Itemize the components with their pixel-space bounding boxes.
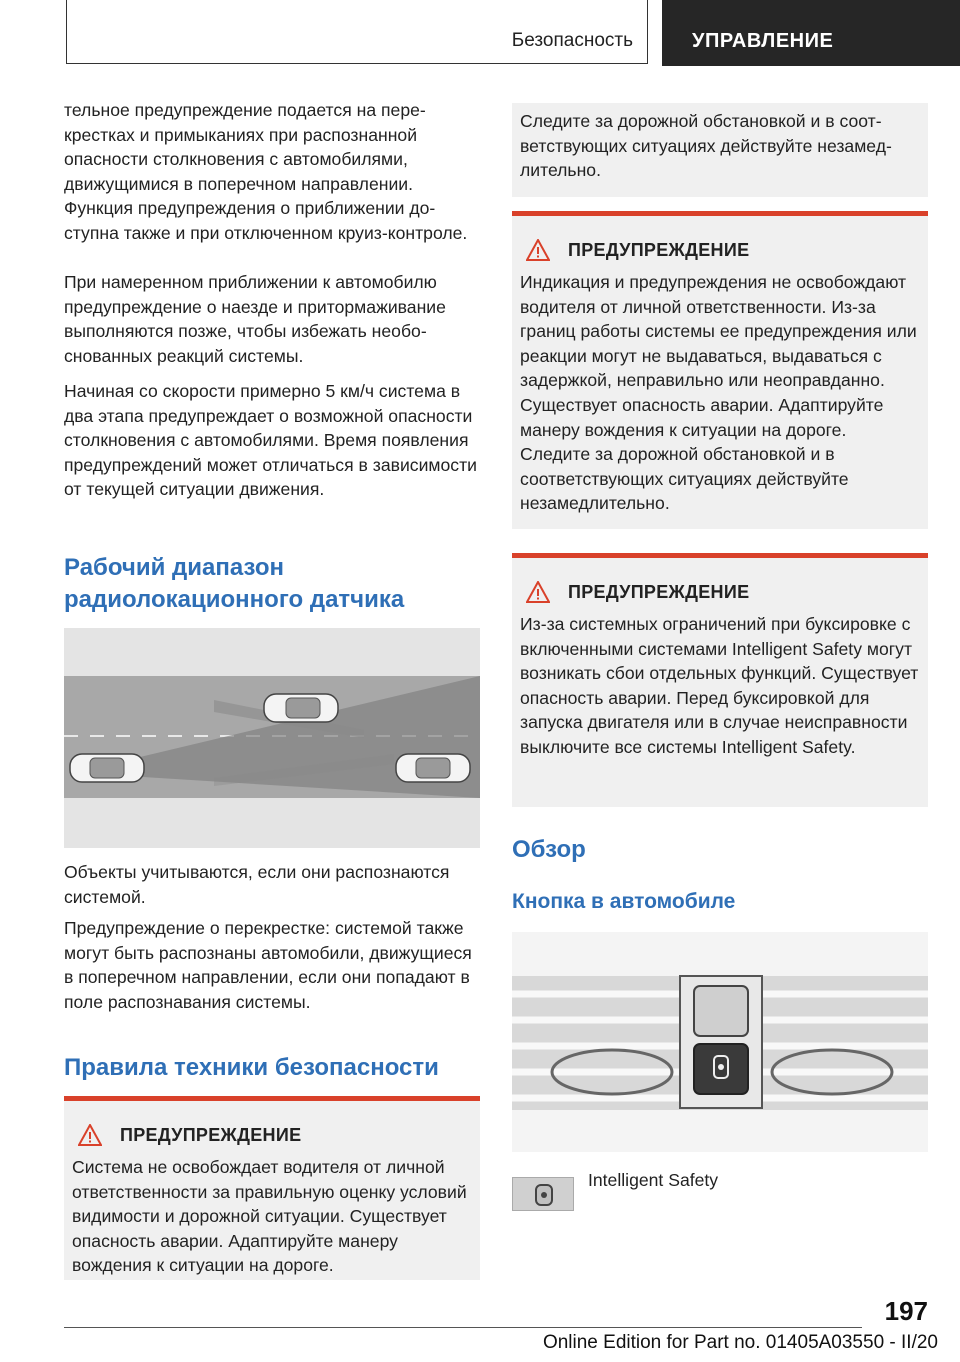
- button-photo: [512, 932, 928, 1152]
- radar-range-illustration: [64, 628, 480, 848]
- warning-title: ПРЕДУПРЕЖДЕНИЕ: [120, 1124, 302, 1145]
- warning-title: ПРЕДУПРЕЖДЕНИЕ: [568, 581, 750, 602]
- page-number: 197: [884, 1296, 928, 1326]
- footer-divider: [64, 1327, 862, 1328]
- paragraph: Функция предупреждения о приближении доступна также и при отключенном круиз-контроле.: [64, 198, 468, 243]
- figure-caption: Объекты учитываются, если они распознаются системой.: [64, 862, 450, 907]
- warning-text: Система не освобождает водителя от личной ответственности за правильную оценку условий видимости и дорожной ситуации. Существует опасность аварии. Адаптируйте манеру вождения к ситуации на дороге.: [72, 1157, 467, 1276]
- own-car-icon: [70, 754, 144, 782]
- section-heading-overview: Обзор: [512, 836, 586, 863]
- header-section-tab: [66, 0, 648, 64]
- subheading-button-in-car: Кнопка в автомобиле: [512, 890, 736, 913]
- header-chapter-tab: [662, 0, 960, 66]
- intelligent-safety-icon: [512, 1177, 574, 1211]
- warning-text: Из-за системных ограничений при буксировке с включенными системами Intelligent Safety могут возникать сбои отдельных функций. Существует опасность аварии. Перед буксировкой для запуска двигателя или в случае неисправности выключите все системы Intelligent Safety.: [520, 614, 919, 757]
- warning-box-continuation: [512, 103, 928, 197]
- intelligent-safety-label: Intelligent Safety: [588, 1170, 719, 1190]
- paragraph: При намеренном приближении к автомобилю предупреждение о наезде и притормаживание выполняются позже, чтобы избежать необоснованных реакций системы.: [64, 272, 446, 366]
- warning-triangle-icon: [78, 1124, 102, 1146]
- warning-box: [64, 1096, 480, 1280]
- car-right-icon: [396, 754, 470, 782]
- section-heading-radar-range: Рабочий диапазон радиолокационного датчика: [64, 554, 405, 613]
- header-section-label: Безопасность: [511, 30, 633, 51]
- warning-triangle-icon: [526, 581, 550, 603]
- warning-box: [512, 553, 928, 807]
- warning-text: Индикация и предупреждения не освобождают водителя от личной ответственности. Из-за границ работы системы ее предупреждения или реакции могут не выдаваться, выдаваться с задержкой, неправильно или неоправданно. Существует опасность аварии. Адаптируйте манеру вождения к ситуации на дороге. Следите за дорожной обстановкой и в соответствующих ситуациях действуйте незамедлительно.: [520, 272, 917, 514]
- footer-edition: Online Edition for Part no. 01405A03550 - II/20: [542, 1332, 938, 1353]
- paragraph: Предупреждение о перекрестке: системой также могут быть распознаны автомобили, движущиеся в поперечном направлении, если они попадают в поле распознавания системы.: [64, 918, 472, 1012]
- warning-text: Следите за дорожной обстановкой и в соответствующих ситуациях действуйте незамедлительно.: [520, 111, 892, 181]
- paragraph: тельное предупреждение подается на перекрестках и примыканиях при распознанной опасности столкновения с автомобилями, движущимися в поперечном направлении.: [64, 100, 426, 194]
- warning-triangle-icon: [526, 239, 550, 261]
- header-chapter-label: УПРАВЛЕНИЕ: [692, 30, 834, 52]
- warning-box: [512, 211, 928, 529]
- warning-title: ПРЕДУПРЕЖДЕНИЕ: [568, 239, 750, 260]
- section-heading-safety-rules: Правила техники безопасности: [64, 1054, 439, 1081]
- car-ahead-icon: [264, 694, 338, 722]
- paragraph: Начиная со скорости примерно 5 км/ч система в два этапа предупреждает о возможной опасности столкновения с автомобилями. Время появления предупреждений может отличаться в зависимости от текущей ситуации движения.: [64, 381, 477, 500]
